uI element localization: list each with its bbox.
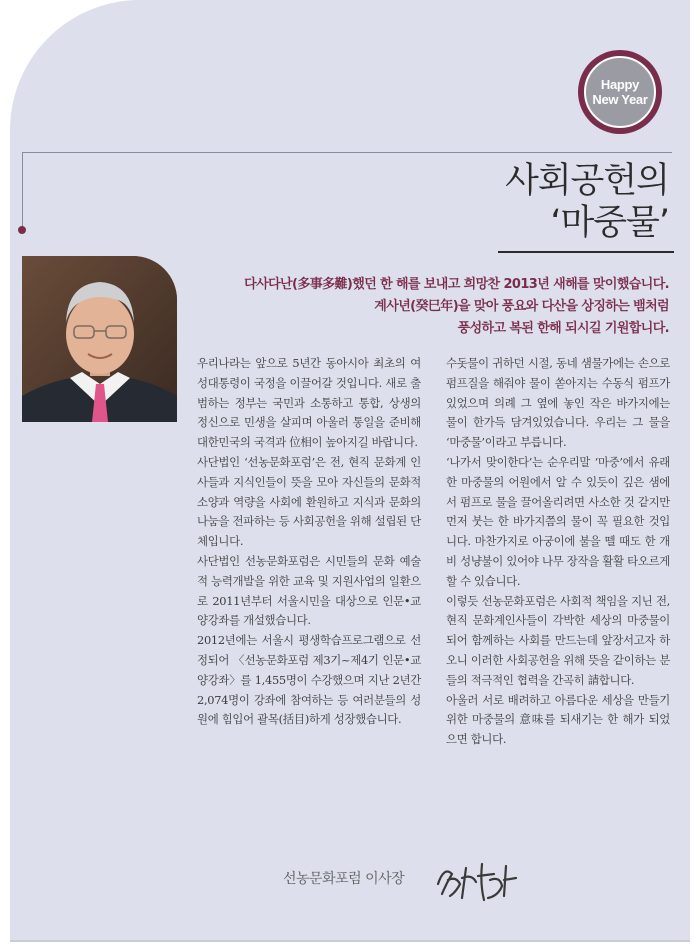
accent-dot (18, 226, 26, 234)
paragraph: 우리나라는 앞으로 5년간 동아시아 최초의 여성대통령이 국정을 이끌어갈 것입니다. 새로 출범하는 정부는 국민과 소통하고 통합, 상생의 정신으로 민생을 살피며 아울러 통일을 준비해 대한민국의 국격과 位相이 높아지길 바랍니다. (197, 356, 421, 450)
intro-greeting (199, 274, 669, 340)
badge-line-2: New Year (592, 92, 648, 107)
left-column (197, 354, 421, 730)
intro-line-1: 다사다난(多事多難)했던 한 해를 보내고 희망찬 2013년 새해를 맞이했습니다. (244, 277, 669, 292)
header-rule (22, 152, 672, 153)
page-title (505, 160, 669, 244)
happy-new-year-badge (578, 50, 662, 134)
paragraph: 이렇듯 선농문화포럼은 사회적 책임을 지닌 전, 현직 문화계인사들이 각박한 세상의 마중물이 되어 함께하는 사회를 만드는데 앞장서고자 하오니 이러한 사회공헌을 위해 뜻을 같이하는 분들의 적극적인 협력을 간곡히 請합니다. (446, 593, 670, 687)
portrait-photo (22, 256, 177, 422)
handwritten-signature (432, 854, 522, 904)
paragraph: 2012년에는 서울시 평생학습프로그램으로 선정되어 〈선농문화포럼 제3기~제4기 인문•교양강좌〉를 1,455명이 수강했으며 지난 2년간 2,074명이 강좌에 참여하는 등 여러분들의 성원에 힘입어 괄목(括目)하게 성장했습니다. (197, 633, 421, 727)
intro-line-2: 계사년(癸巳年)을 맞아 풍요와 다산을 상징하는 뱀처럼 (374, 299, 669, 314)
signature-title: 선농문화포럼 이사장 (283, 871, 405, 887)
paragraph: 사단법인 선농문화포럼은 시민들의 문화 예술적 능력개발을 위한 교육 및 지원사업의 일환으로 2011년부터 서울시민을 대상으로 인문•교양강좌를 개설했습니다. (197, 553, 421, 628)
intro-line-3: 풍성하고 복된 한해 되시길 기원합니다. (457, 321, 669, 336)
paragraph: 사단법인 ‘선농문화포럼’은 전, 현직 문화계 인사들과 지식인들이 뜻을 모아 자신들의 문화적 소양과 역량을 사회에 환원하고 지식과 문화의 나눔을 전파하는 등 사회공헌을 위해 설립된 단체입니다. (197, 454, 421, 549)
paragraph: 수돗물이 귀하던 시절, 동네 샘물가에는 손으로 펌프질을 해줘야 물이 쏟아지는 수동식 펌프가 있었으며 의례 그 옆에 놓인 작은 바가지에는 물이 한가득 담겨있었습니다. 우리는 그 물을 ‘마중물’이라고 부릅니다. (446, 356, 670, 450)
title-line-2: ‘마중물’ (550, 203, 669, 243)
header-rule-vertical (22, 152, 23, 228)
title-line-1: 사회공헌의 (504, 161, 669, 201)
paragraph: ‘나가서 맞이한다’는 순우리말 ‘마중’에서 유래한 마중물의 어원에서 알 수 있듯이 깊은 샘에서 펌프로 물을 끌어올리려면 사소한 것 같지만 먼저 붓는 한 바가지쯤의 물이 꼭 필요한 것입니다. 마찬가지로 아궁이에 불을 뗄 때도 한 개비 성냥불이 있어야 나무 장작을 활활 타오르게 할 수 있습니다. (446, 454, 670, 588)
portrait-illustration (22, 256, 177, 422)
right-column (446, 354, 670, 750)
paragraph: 아울러 서로 배려하고 아름다운 세상을 만들기 위한 마중물의 意味를 되새기는 한 해가 되었으면 합니다. (446, 692, 670, 747)
title-underline (498, 251, 674, 253)
badge-line-1: Happy (600, 77, 640, 92)
badge-inner-circle (584, 56, 656, 128)
